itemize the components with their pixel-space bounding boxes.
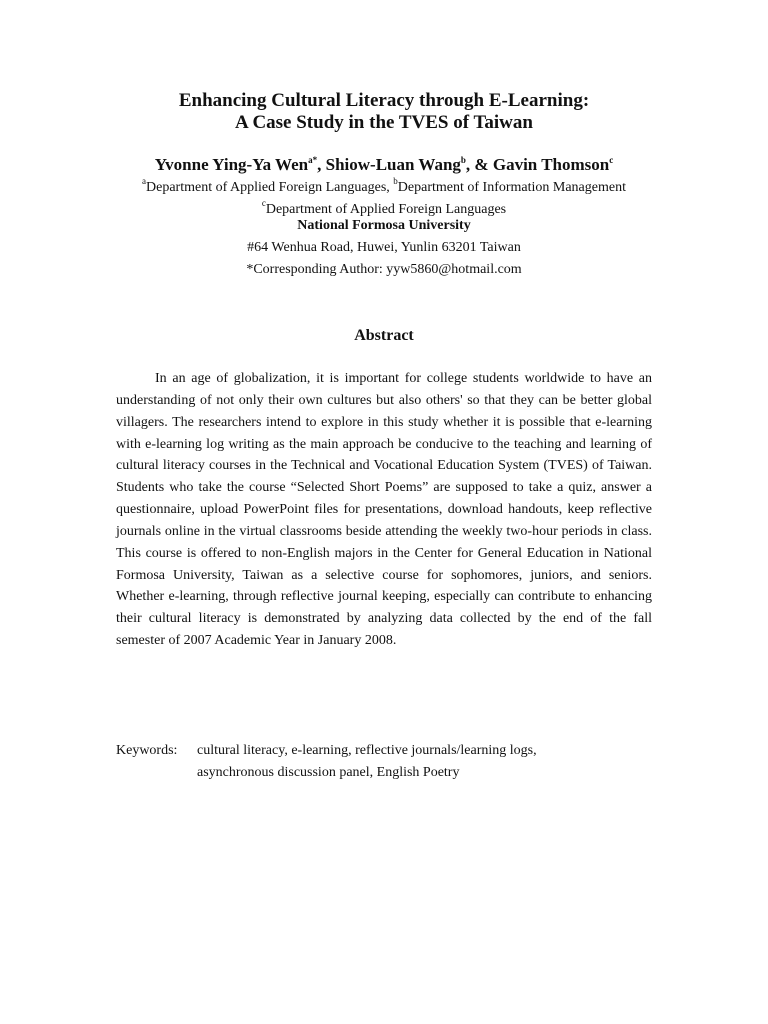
affiliation-line-1: [0, 173, 768, 196]
paper-title-line-1: Enhancing Cultural Literacy through E-Learning:: [178, 90, 590, 111]
university-name: National Formosa University: [297, 218, 471, 233]
affiliation-text: Department of Applied Foreign Languages: [265, 202, 507, 217]
affiliation-text: Department of Information Management: [397, 180, 626, 195]
abstract-body: In an age of globalization, it is important for college students worldwide to have an understanding of not only their own cultures but also others' so that they can be better global villagers. The researchers intend to explore in this study whether it is possible that e-learning with e-learning log writing as the main approach be conducive to the teaching and learning of cultural literacy courses in the Technical and Vocational Education System (TVES) of Taiwan. Students who take the course “Selected Short Poems” are supposed to take a quiz, answer a questionnaire, upload PowerPoint files for presentations, download handouts, keep reflective journals online in the virtual classrooms beside attending the weekly two-hour periods in class. This course is offered to non-English majors in the Center for General Education in National Formosa University, Taiwan as a selective course for sophomores, juniors, and seniors. Whether e-learning, through reflective journal keeping, especially can contribute to enhancing their cultural literacy is demonstrated by analyzing data collected by the end of the fall semester of 2007 Academic Year in January 2008.: [116, 371, 652, 649]
author-separator: , &: [465, 155, 493, 174]
keywords-line-2: asynchronous discussion panel, English Poetry: [197, 765, 460, 780]
paper-title-line-2: A Case Study in the TVES of Taiwan: [235, 112, 533, 133]
author-affiliation-mark: b: [460, 155, 466, 165]
author-name: Yvonne Ying-Ya Wen: [154, 155, 309, 174]
author-name: Gavin Thomson: [492, 155, 610, 174]
author-separator: ,: [317, 155, 326, 174]
affiliation-mark: a: [142, 176, 146, 186]
author-affiliation-mark: a*: [308, 155, 318, 165]
university-address: #64 Wenhua Road, Huwei, Yunlin 63201 Taiwan: [247, 240, 521, 255]
author-list: [0, 150, 768, 175]
author-affiliation-mark: c: [609, 155, 614, 165]
affiliation-mark: b: [393, 176, 398, 186]
affiliation-text: Department of Applied Foreign Languages,: [146, 180, 394, 195]
corresponding-author: *Corresponding Author: yyw5860@hotmail.com: [246, 262, 522, 277]
author-name: Shiow-Luan Wang: [325, 155, 461, 174]
affiliation-mark: c: [261, 198, 266, 208]
keywords-line-1: cultural literacy, e-learning, reflective journals/learning logs,: [197, 743, 537, 758]
keywords-label: Keywords:: [116, 743, 178, 758]
abstract-heading: Abstract: [354, 327, 414, 344]
affiliation-line-2: [0, 195, 768, 218]
